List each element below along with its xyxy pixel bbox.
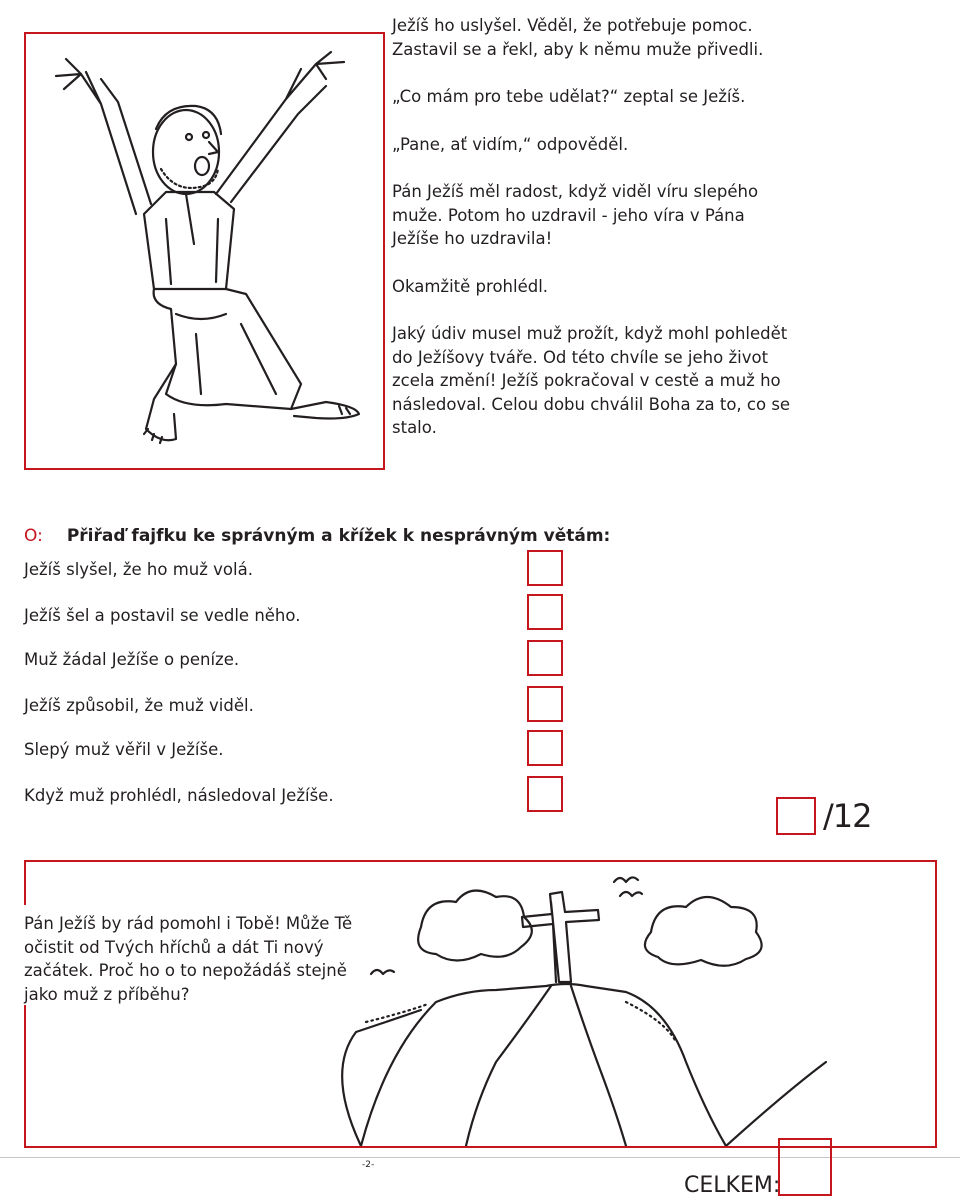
answer-checkbox[interactable] [527, 594, 563, 630]
quiz-question: Ježíš šel a postavil se vedle něho. [24, 606, 301, 625]
answer-checkbox[interactable] [527, 730, 563, 766]
quiz-question: Když muž prohlédl, následoval Ježíše. [24, 786, 334, 805]
answer-checkbox[interactable] [527, 776, 563, 812]
prompt-line: očistit od Tvých hříchů a dát Ti nový [24, 937, 324, 957]
quiz-title [24, 526, 610, 546]
story-line: Jaký údiv musel muž prožít, když mohl pohledět [392, 324, 788, 343]
answer-checkbox[interactable] [527, 686, 563, 722]
quiz-question: Slepý muž věřil v Ježíše. [24, 740, 224, 759]
total-label: CELKEM: [684, 1173, 781, 1198]
story-line: stalo. [392, 418, 437, 437]
story-line: „Pane, ať vidím,“ odpověděl. [392, 134, 629, 154]
score-box[interactable] [776, 797, 816, 835]
prompt-line: jako muž z příběhu? [24, 984, 190, 1004]
answer-checkbox[interactable] [527, 640, 563, 676]
quiz-question: Ježíš způsobil, že muž viděl. [24, 696, 254, 715]
story-text [392, 14, 952, 440]
illustration-frame [24, 32, 385, 470]
story-line: Ježíše ho uzdravila! [392, 229, 553, 248]
answer-checkbox[interactable] [527, 550, 563, 586]
quiz-instruction: Přiřaď fajfku ke správným a křížek k nesprávným větám: [66, 526, 611, 546]
quiz-question: Muž žádal Ježíše o peníze. [24, 650, 240, 669]
story-line: Pán Ježíš měl radost, když viděl víru slepého [392, 182, 759, 201]
story-line: „Co mám pro tebe udělat?“ zeptal se Ježíš. [392, 87, 746, 106]
story-line: Okamžitě prohlédl. [392, 276, 549, 296]
story-line: do Ježíšovy tváře. Od této chvíle se jeho život [392, 347, 769, 367]
prompt-line: Pán Ježíš by rád pomohl i Tobě! Může Tě [24, 914, 353, 933]
quiz-question: Ježíš slyšel, že ho muž volá. [24, 560, 253, 579]
prompt-line: začátek. Proč ho o to nepožádáš stejně [24, 961, 347, 980]
story-line: Ježíš ho uslyšel. Věděl, že potřebuje pomoc. [392, 16, 753, 35]
story-line: následoval. Celou dobu chválil Boha za to, co se [392, 394, 791, 414]
total-score-box[interactable] [778, 1138, 832, 1196]
story-line: zcela změní! Ježíš pokračoval v cestě a muž ho [392, 371, 781, 390]
man-illustration [26, 34, 383, 468]
story-line: muže. Potom ho uzdravil - jeho víra v Pána [392, 205, 745, 225]
quiz-marker: O: [24, 526, 43, 546]
closing-prompt [24, 912, 354, 1006]
page-number: -2- [362, 1160, 375, 1170]
story-line: Zastavil se a řekl, aby k němu muže přivedli. [392, 39, 764, 59]
score-total: /12 [823, 797, 872, 835]
